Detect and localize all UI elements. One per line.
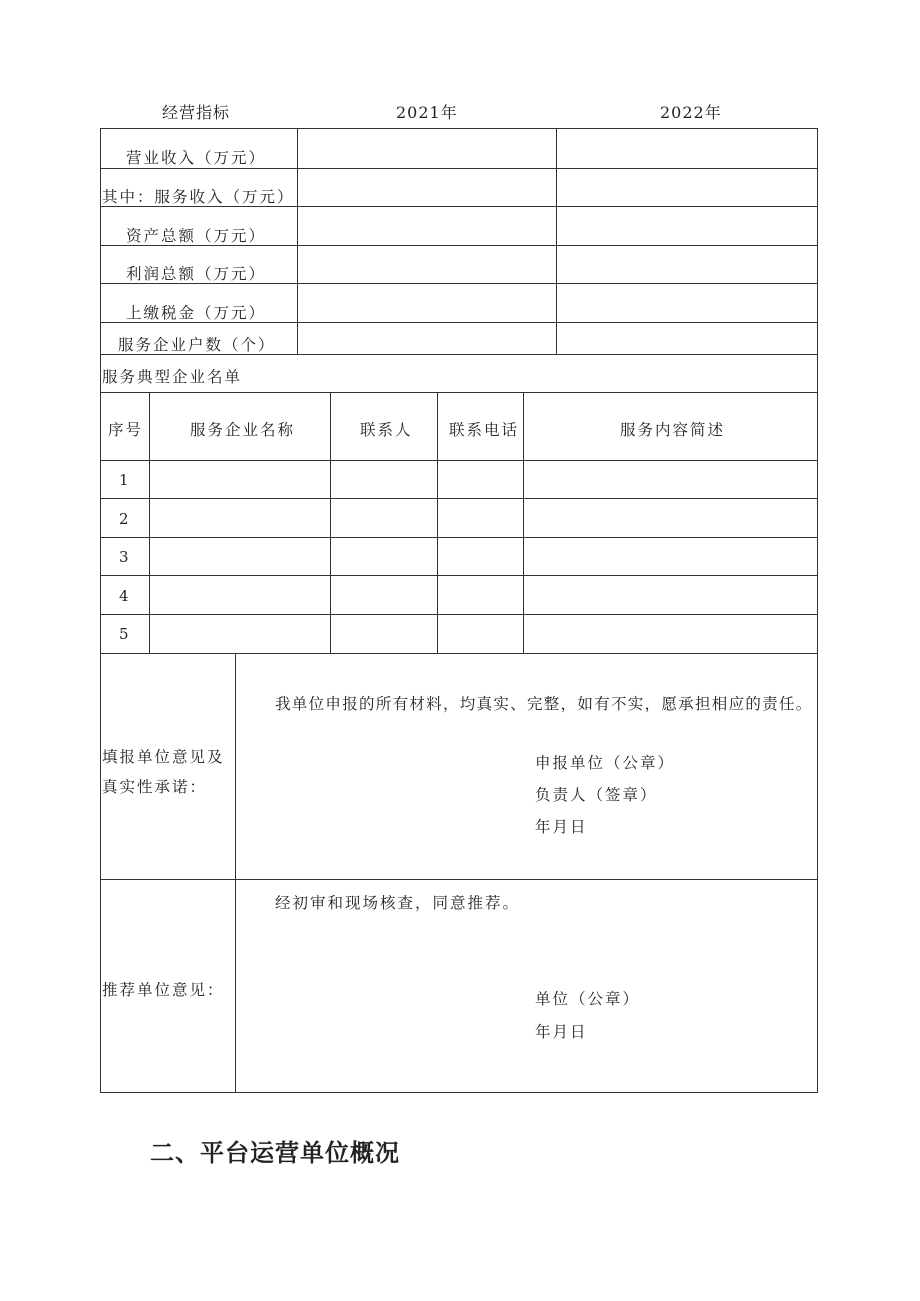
table-border-right <box>817 128 818 1093</box>
recommendation-unit-seal: 单位（公章） <box>535 990 641 1008</box>
table-border-left <box>100 128 101 1093</box>
header-year-2021: 2021年 <box>396 103 458 122</box>
row-divider <box>100 537 818 538</box>
row-divider <box>100 879 818 880</box>
header-indicator: 经营指标 <box>162 103 231 122</box>
col-divider <box>235 653 236 1092</box>
metric-label: 利润总额（万元） <box>126 265 267 283</box>
declaration-date: 年月日 <box>535 818 588 836</box>
col-divider <box>330 392 331 653</box>
metric-label: 营业收入（万元） <box>126 149 267 167</box>
declaration-label-line2: 真实性承诺： <box>102 778 208 796</box>
metric-label: 其中：服务收入（万元） <box>102 188 295 206</box>
row-divider <box>100 653 818 654</box>
list-header-index: 序号 <box>108 421 144 439</box>
row-divider <box>100 614 818 615</box>
metric-label: 服务企业户数（个） <box>118 336 276 354</box>
row-index: 3 <box>119 548 129 566</box>
list-header-phone: 联系电话 <box>449 421 520 439</box>
declaration-unit-seal: 申报单位（公章） <box>535 754 676 772</box>
col-divider <box>149 392 150 653</box>
metric-label: 资产总额（万元） <box>126 227 267 245</box>
list-header-company: 服务企业名称 <box>190 421 296 439</box>
section-title: 二、平台运营单位概况 <box>150 1139 400 1167</box>
metric-label: 上缴税金（万元） <box>126 304 267 322</box>
typical-list-title: 服务典型企业名单 <box>102 368 243 386</box>
row-divider <box>100 575 818 576</box>
declaration-label-line1: 填报单位意见及 <box>102 748 225 766</box>
row-index: 5 <box>119 625 129 643</box>
recommendation-statement: 经初审和现场核查，同意推荐。 <box>275 894 521 912</box>
declaration-statement: 我单位申报的所有材料，均真实、完整，如有不实，愿承担相应的责任。 <box>275 695 813 713</box>
col-divider <box>437 392 438 653</box>
recommendation-label: 推荐单位意见： <box>102 981 225 999</box>
row-divider <box>100 392 818 393</box>
row-divider <box>100 168 818 169</box>
row-index: 4 <box>119 587 129 605</box>
col-divider <box>297 128 298 354</box>
list-header-description: 服务内容简述 <box>620 421 726 439</box>
recommendation-date: 年月日 <box>535 1023 588 1041</box>
list-header-contact: 联系人 <box>360 421 413 439</box>
row-index: 1 <box>119 471 129 489</box>
col-divider <box>556 128 557 354</box>
table-border-bottom <box>100 1092 818 1093</box>
table-border-top <box>100 128 818 129</box>
header-year-2022: 2022年 <box>660 103 722 122</box>
row-index: 2 <box>119 510 129 528</box>
row-divider <box>100 498 818 499</box>
row-divider <box>100 460 818 461</box>
declaration-person-sign: 负责人（签章） <box>535 786 658 804</box>
col-divider <box>523 392 524 653</box>
